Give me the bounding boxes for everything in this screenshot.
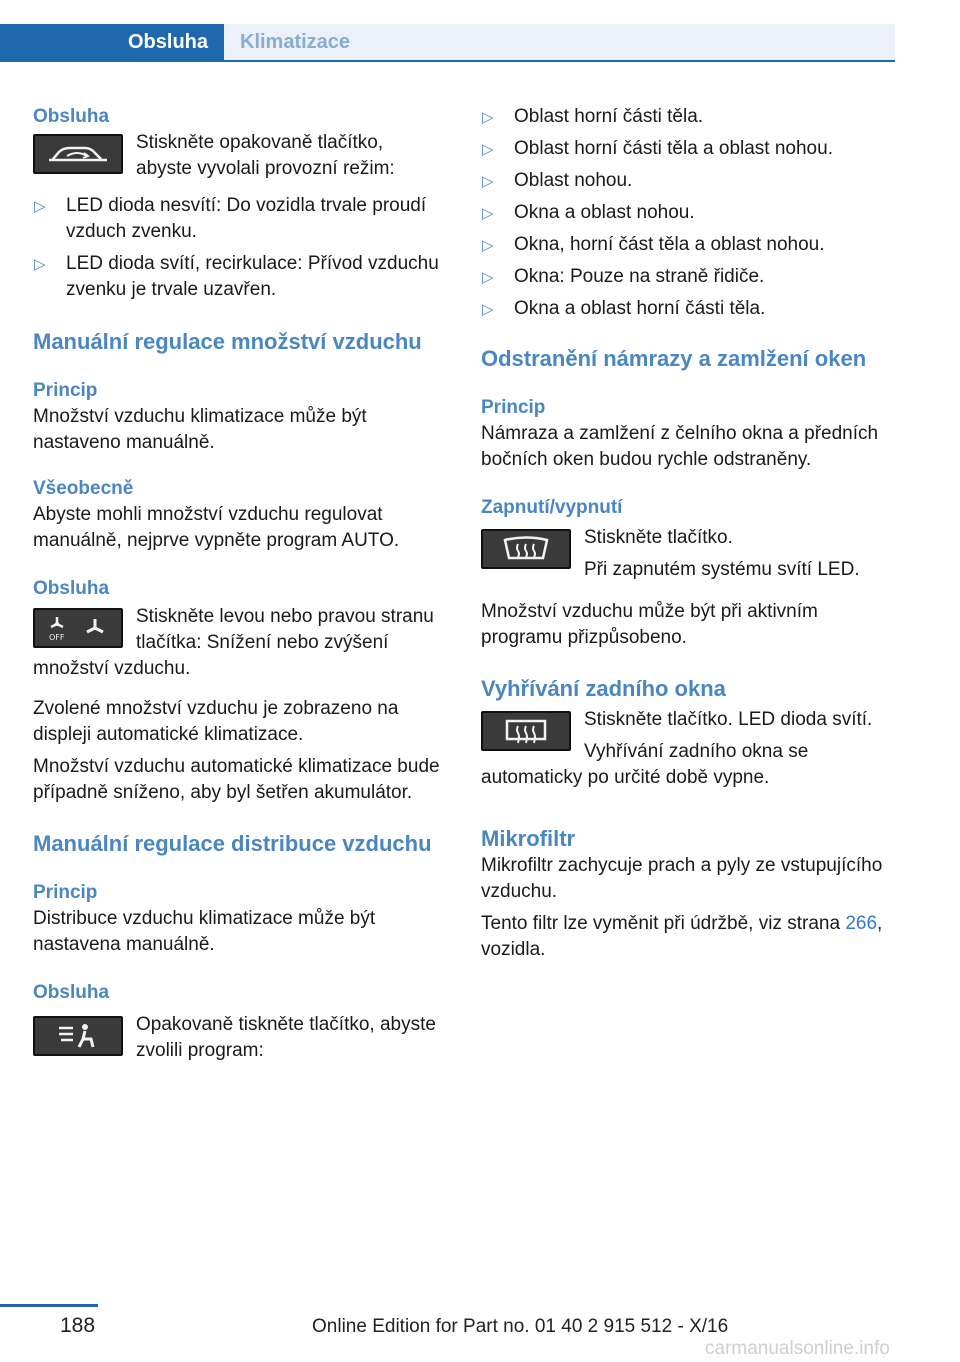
rear-press-text: Stiskněte tlačítko. LED dioda svítí.	[584, 709, 873, 730]
section-title-microfilter: Mikrofiltr	[481, 826, 576, 851]
triangle-bullet-icon: ▷	[482, 269, 494, 286]
windshield-defrost-icon	[481, 529, 571, 569]
distribution-instruction: Opakovaně tiskněte tlačítko, abyste zvolili program:	[136, 1014, 436, 1061]
list-item: ▷ Okna a oblast horní části těla.	[481, 296, 891, 322]
windshield-row	[481, 525, 891, 583]
distribution-row	[33, 1012, 443, 1064]
list-item: ▷ Oblast nohou.	[481, 168, 891, 194]
rear-window-defrost-icon	[481, 711, 571, 751]
princip-heading-2: Princip	[33, 882, 98, 903]
list-item: ▷ Oblast horní části těla a oblast nohou.	[481, 136, 891, 162]
rear-auto-off-text: Vyhřívání zadního okna se automaticky po určité době vypne.	[481, 741, 809, 788]
page-header	[0, 0, 960, 64]
triangle-bullet-icon: ▷	[482, 205, 494, 222]
recirc-bullets	[33, 193, 443, 303]
right-column	[481, 100, 891, 963]
fan-speed-icon	[33, 608, 123, 648]
list-item: ▷ LED dioda svítí, recirkulace: Přívod vzduchu zvenku je trvale uzavřen.	[34, 253, 439, 300]
section-title-defrost: Odstranění námrazy a zamlžení oken	[481, 346, 867, 371]
microfilter-replace-text: Tento filtr lze vyměnit při údržbě, viz strana 266, vozidla.	[481, 913, 883, 960]
windshield-press-text: Stiskněte tlačítko.	[584, 527, 733, 548]
tab-klimatizace[interactable]: Klimatizace	[224, 24, 895, 61]
air-display-text: Zvolené množství vzduchu je zobrazeno na displeji automatické klimatizace.	[33, 698, 399, 745]
edition-text: Online Edition for Part no. 01 40 2 915 512 - X/16	[312, 1316, 729, 1337]
footer-divider	[0, 1304, 98, 1307]
fan-row	[33, 604, 443, 682]
microfilter-text: Mikrofiltr zachycuje prach a pyly ze vstupujícího vzduchu.	[481, 855, 883, 902]
list-item: ▷ Okna: Pouze na straně řidiče.	[481, 264, 891, 290]
left-column	[33, 100, 443, 1064]
onoff-heading: Zapnutí/vypnutí	[481, 497, 623, 518]
princip-heading-3: Princip	[481, 397, 546, 418]
section-title-air-distribution: Manuální regulace distribuce vzduchu	[33, 831, 432, 856]
triangle-bullet-icon: ▷	[34, 198, 46, 215]
fan-instruction: Stiskněte levou nebo pravou stranu tlačítka: Snížení nebo zvýšení množství vzduchu.	[33, 606, 434, 679]
triangle-bullet-icon: ▷	[482, 109, 494, 126]
recirc-instruction: Stiskněte opakovaně tlačítko, abyste vyvolali provozní režim:	[136, 132, 395, 179]
section-title-rear-window: Vyhřívání zadního okna	[481, 676, 726, 701]
program-bullets	[481, 104, 891, 322]
car-recirculation-icon	[33, 134, 123, 174]
air-battery-text: Množství vzduchu automatické klimatizace bude případně sníženo, aby byl šetřen akumulátor.	[33, 756, 440, 803]
princip-text: Množství vzduchu klimatizace může být nastaveno manuálně.	[33, 406, 367, 453]
windshield-led-text: Při zapnutém systému svítí LED.	[584, 559, 860, 580]
triangle-bullet-icon: ▷	[482, 237, 494, 254]
triangle-bullet-icon: ▷	[482, 301, 494, 318]
triangle-bullet-icon: ▷	[482, 173, 494, 190]
tab-obsluha[interactable]: Obsluha	[0, 24, 224, 61]
list-item: ▷ Okna, horní část těla a oblast nohou.	[481, 232, 891, 258]
triangle-bullet-icon: ▷	[34, 256, 46, 273]
vseobecne-heading: Všeobecně	[33, 478, 134, 499]
defrost-princip-text: Námraza a zamlžení z čelního okna a předních bočních oken budou rychle odstraněny.	[481, 423, 879, 470]
obsluha-heading-2: Obsluha	[33, 578, 110, 599]
princip-heading: Princip	[33, 380, 98, 401]
rear-row	[481, 707, 891, 791]
air-distribution-icon	[33, 1016, 123, 1056]
page-link[interactable]: 266	[845, 913, 878, 934]
page-number: 188	[60, 1314, 96, 1337]
defrost-program-text: Množství vzduchu může být při aktivním programu přizpůsobeno.	[481, 601, 818, 648]
vseobecne-text: Abyste mohli množství vzduchu regulovat manuálně, nejprve vypněte program AUTO.	[33, 504, 400, 551]
list-item: ▷ LED dioda nesvítí: Do vozidla trvale proudí vzduch zvenku.	[34, 195, 427, 242]
obsluha-heading: Obsluha	[33, 106, 110, 127]
section-title-air-amount: Manuální regulace množství vzduchu	[33, 329, 422, 354]
header-divider	[0, 60, 895, 62]
obsluha-heading-3: Obsluha	[33, 982, 110, 1003]
list-item: ▷ Oblast horní části těla.	[481, 104, 891, 130]
distribution-princip-text: Distribuce vzduchu klimatizace může být nastavena manuálně.	[33, 908, 376, 955]
recirc-row	[33, 130, 443, 182]
triangle-bullet-icon: ▷	[482, 141, 494, 158]
list-item: ▷ Okna a oblast nohou.	[481, 200, 891, 226]
watermark: carmanualsonline.info	[705, 1338, 890, 1359]
svg-text:OFF: OFF	[49, 633, 65, 642]
